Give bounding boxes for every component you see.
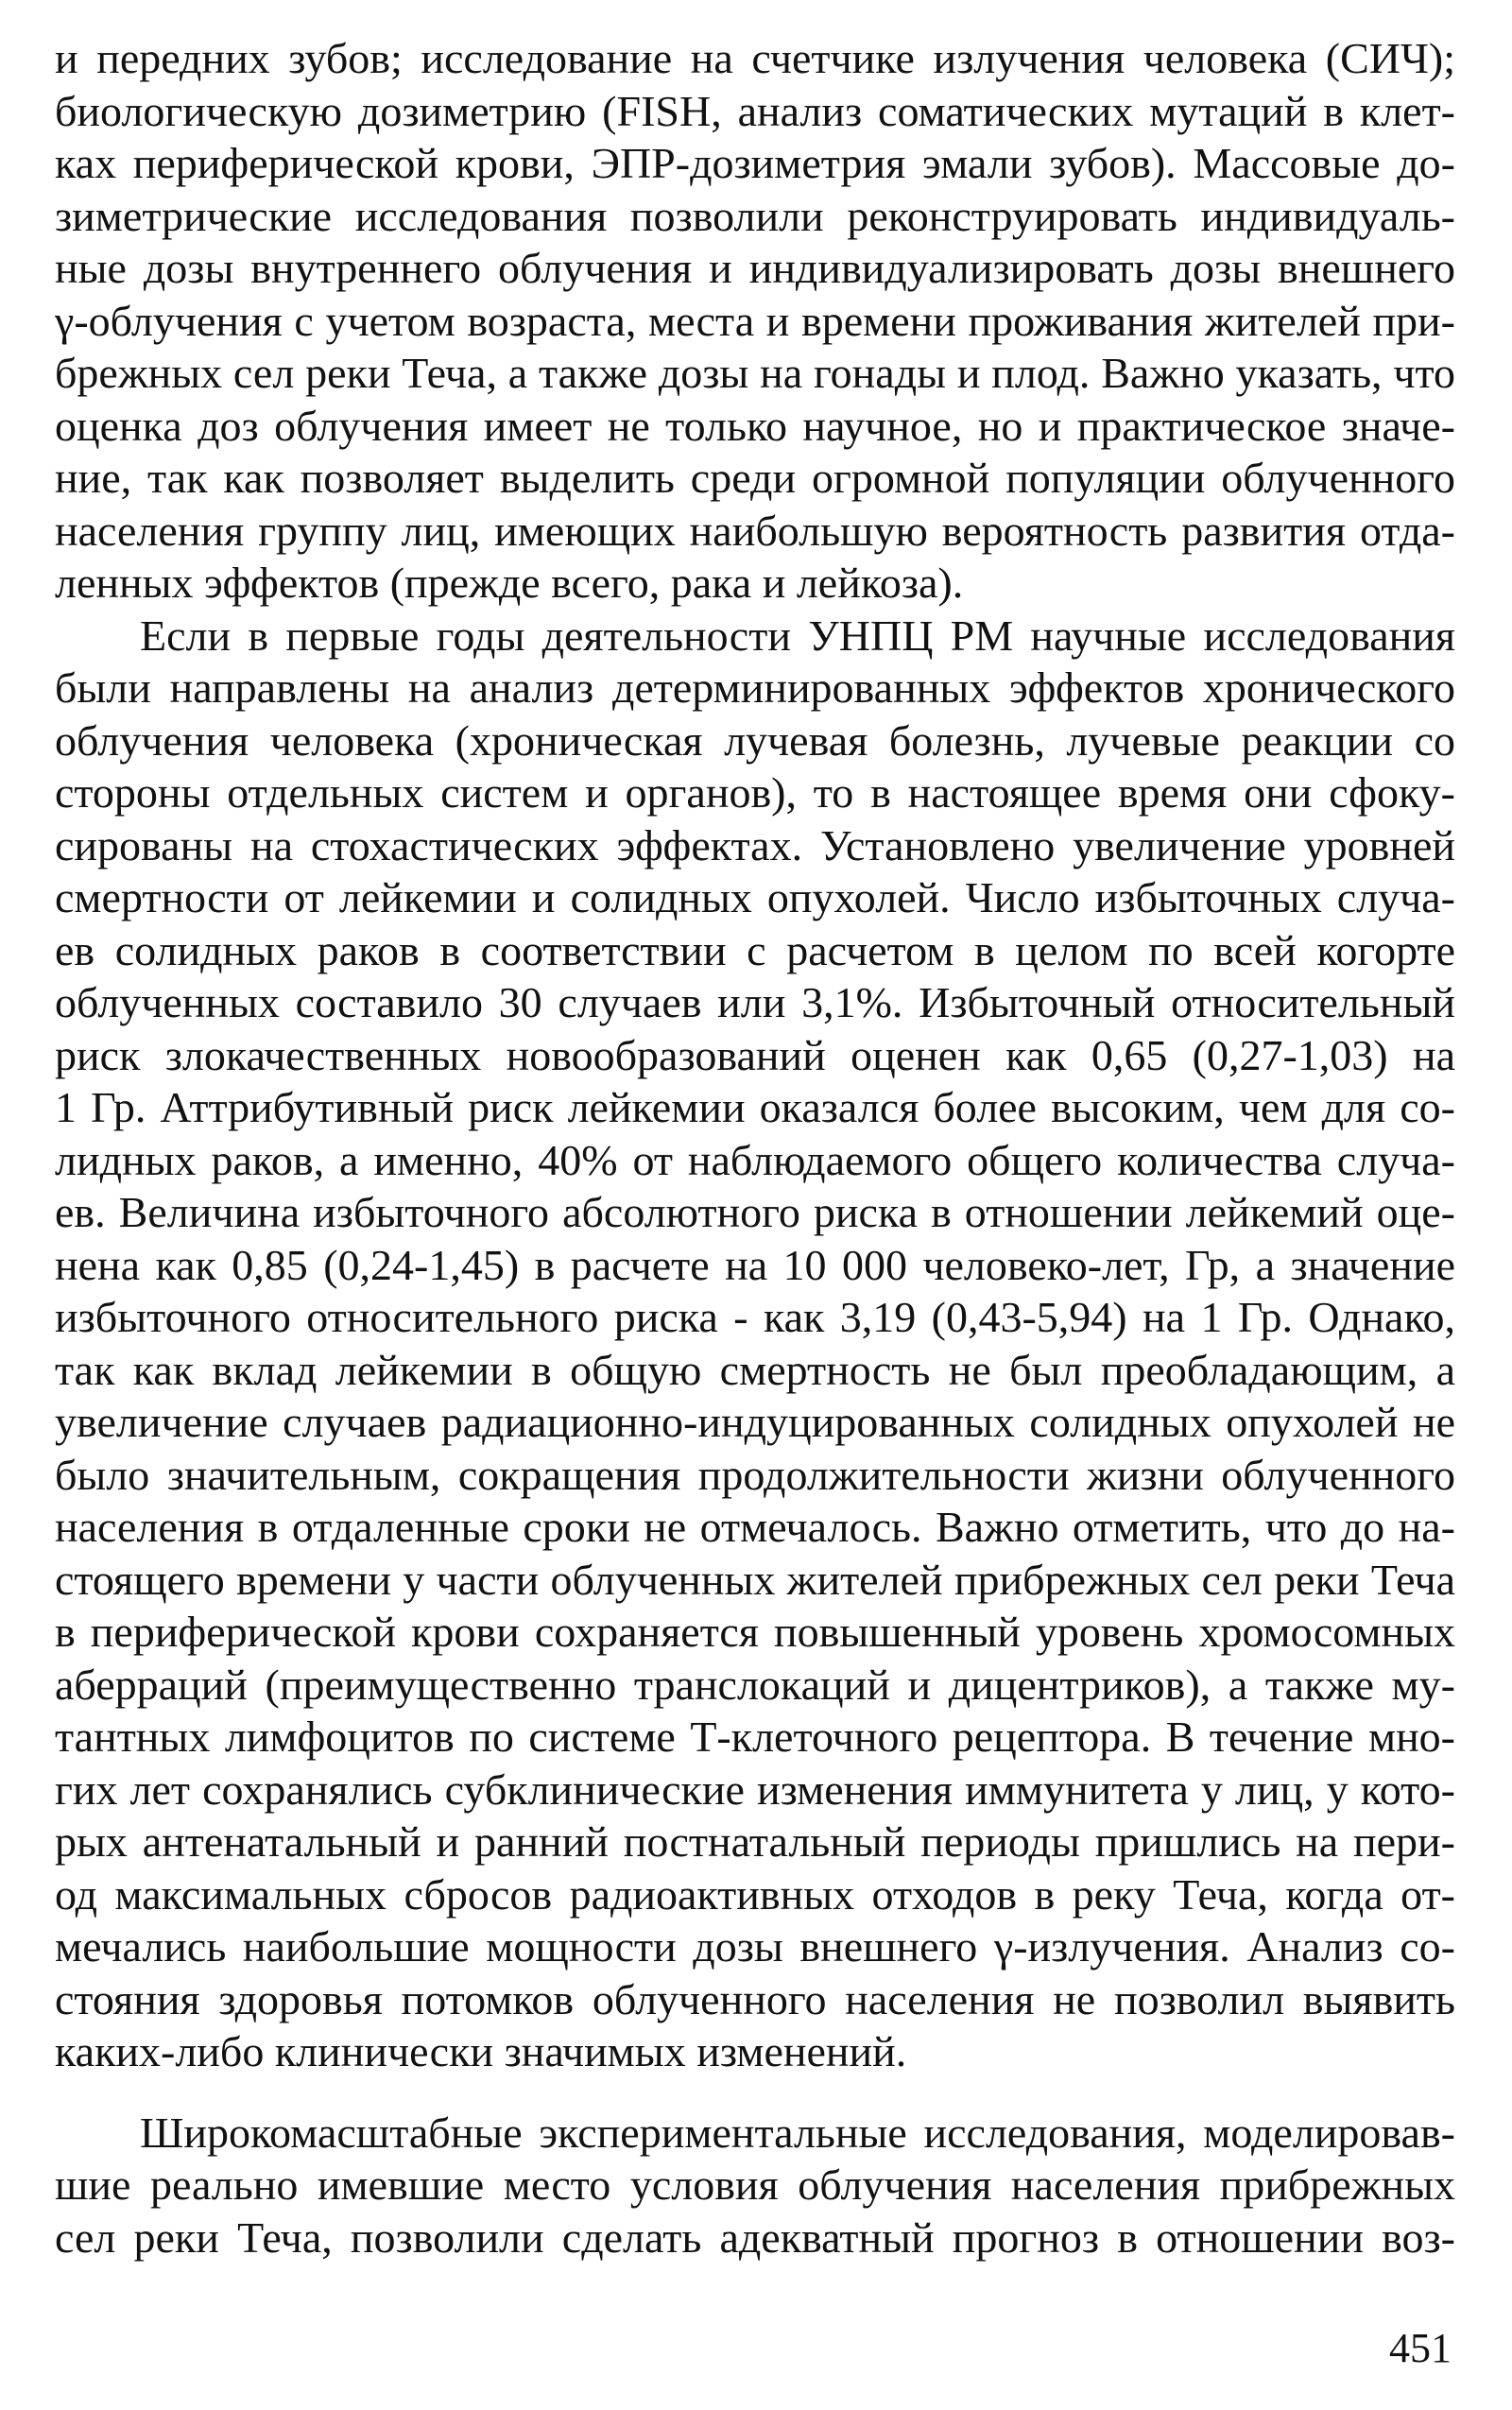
text-line: тантных лимфоцитов по системе Т-клеточного рецептора. В течение мно- [55,1713,1455,1761]
text-line: шие реально имевшие место условия облучения населения прибрежных [55,2160,1455,2209]
text-line: были направлены на анализ детерминированных эффектов хронического [55,663,1455,712]
text-line: облучения человека (хроническая лучевая болезнь, лучевые реакции со [55,715,1455,765]
text-line: Если в первые годы деятельности УНПЦ РМ научные исследования [140,611,1455,660]
page-body [55,32,1455,2264]
text-line: стороны отдельных систем и органов), то в настоящее время они сфоку- [55,768,1455,817]
text-line: брежных сел реки Теча, а также дозы на гонады и плод. Важно указать, что [55,349,1455,397]
text-line: и передних зубов; исследование на счетчике излучения человека (СИЧ); [55,34,1455,82]
text-line: избыточного относительного риска - как 3,19 (0,43-5,94) на 1 Гр. Однако, [55,1293,1455,1341]
text-line: населения группу лиц, имеющих наибольшую вероятность развития отда- [55,506,1455,555]
text-line: гих лет сохранялись субклинические изменения иммунитета у лиц, у кото- [55,1764,1455,1814]
text-line: ев солидных раков в соответствии с расчетом в целом по всей когорте [55,925,1455,974]
text-line: од максимальных сбросов радиоактивных отходов в реку Теча, когда от- [55,1869,1455,1919]
text-line: 1 Гр. Аттрибутивный риск лейкемии оказался более высоким, чем для со- [55,1083,1455,1131]
text-line: так как вклад лейкемии в общую смертность не был преобладающим, а [55,1345,1455,1394]
text-line: γ-облучения с учетом возраста, места и времени проживания жителей при- [55,296,1455,345]
text-line: ленных эффектов (прежде всего, рака и лейкоза). [55,559,964,607]
text-line: рых антенатальный и ранний постнатальный периоды пришлись на пери- [55,1817,1455,1866]
paragraph-gap [55,2078,1455,2107]
text-line: стояния здоровья потомков облученного населения не позволил выявить [55,1974,1455,2023]
text-line: ках периферической крови, ЭПР-дозиметрия эмали зубов). Массовые до- [55,139,1455,187]
text-line: ные дозы внутреннего облучения и индивидуализировать дозы внешнего [55,244,1455,292]
text-line: населения в отдаленные сроки не отмечалось. Важно отметить, что до на- [55,1503,1455,1551]
text-line: зиметрические исследования позволили реконструировать индивидуаль- [55,191,1455,240]
text-line: ев. Величина избыточного абсолютного риска в отношении лейкемий оце- [55,1188,1455,1236]
text-line: сированы на стохастических эффектах. Установлено увеличение уровней [55,820,1455,869]
text-line: биологическую дозиметрию (FISH, анализ соматических мутаций в клет- [55,86,1455,135]
text-line: каких-либо клинически значимых изменений. [55,2027,907,2075]
text-line: сел реки Теча, позволили сделать адекватный прогноз в отношении воз- [55,2212,1455,2262]
text-line: облученных составило 30 случаев или 3,1%. Избыточный относительный [55,978,1455,1026]
text-line: стоящего времени у части облученных жителей прибрежных сел реки Теча [55,1555,1455,1604]
text-line: аберраций (преимущественно транслокаций и дицентриков), а также му- [55,1660,1455,1709]
text-line: оценка доз облучения имеет не только научное, но и практическое значе- [55,401,1455,450]
text-line: мечались наибольшие мощности дозы внешнего γ-излучения. Анализ со- [55,1922,1455,1971]
page-number: 451 [1389,2325,1452,2371]
text-line: нена как 0,85 (0,24-1,45) в расчете на 10 000 человеко-лет, Гр, а значение [55,1240,1455,1289]
paragraph [55,2107,1455,2264]
text-line: риск злокачественных новообразований оценен как 0,65 (0,27-1,03) на [55,1030,1455,1079]
text-line: ние, так как позволяет выделить среди огромной популяции облученного [55,454,1455,502]
text-line: лидных раков, а именно, 40% от наблюдаемого общего количества случа- [55,1135,1455,1184]
text-line: увеличение случаев радиационно-индуцированных солидных опухолей не [55,1398,1455,1446]
text-line: было значительным, сокращения продолжительности жизни облученного [55,1450,1455,1499]
text-line: смертности от лейкемии и солидных опухолей. Число избыточных случа- [55,873,1455,921]
paragraph [55,610,1455,2078]
text-line: в периферической крови сохраняется повышенный уровень хромосомных [55,1608,1455,1656]
paragraph [55,32,1455,610]
text-line: Широкомасштабные экспериментальные исследования, моделировав- [140,2108,1455,2157]
